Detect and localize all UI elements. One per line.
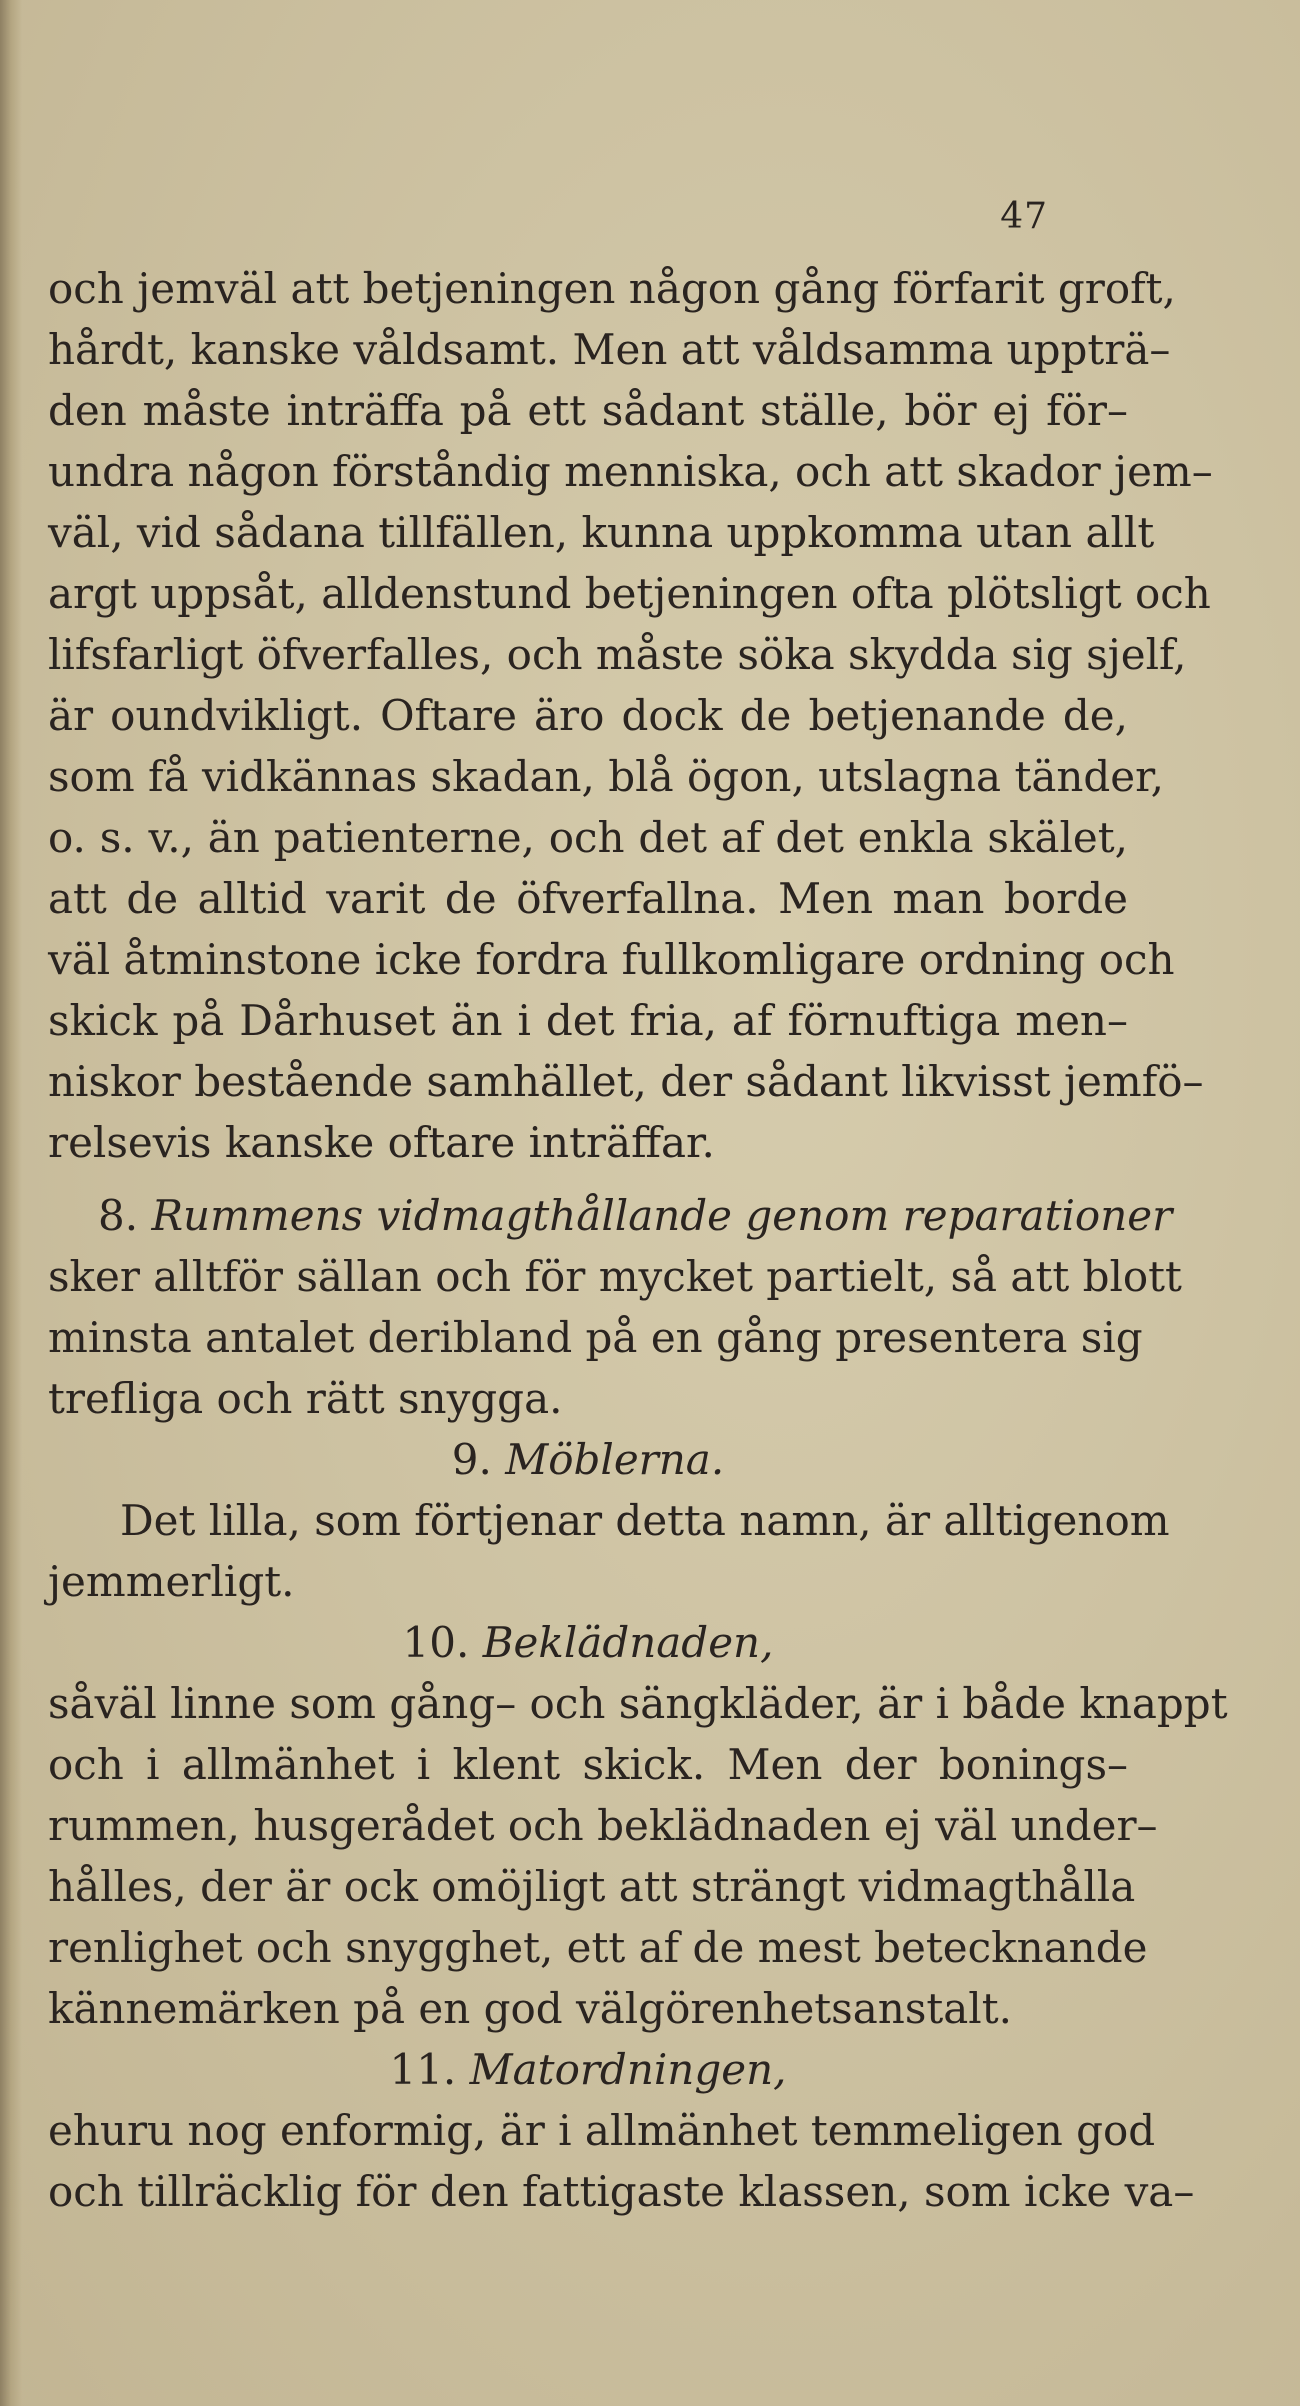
section-11-number: 11. [389, 2045, 457, 2094]
text-line: minsta antalet deribland på en gång presentera sig [48, 1313, 1143, 1362]
text-line: hålles, der är ock omöjligt att strängt vidmagthålla [48, 1862, 1136, 1911]
section-10-title: Beklädnaden, [482, 1618, 774, 1667]
text-line: jemmerligt. [48, 1557, 295, 1606]
text-line: väl åtminstone icke fordra fullkomligare ordning och [48, 935, 1175, 984]
body-text [48, 258, 1228, 2222]
text-line: argt uppsåt, alldenstund betjeningen ofta plötsligt och [48, 569, 1211, 618]
page-number: 47 [1000, 196, 1048, 237]
section-gap [48, 1173, 1128, 1185]
section-8-heading [48, 1185, 1173, 1246]
section-9-heading [48, 1429, 1128, 1490]
text-line: rummen, husgerådet och beklädnaden ej väl under– [48, 1801, 1158, 1850]
section-11-heading [48, 2039, 1128, 2100]
text-line: relsevis kanske oftare inträffar. [48, 1118, 715, 1167]
text-line: som få vidkännas skadan, blå ögon, utslagna tänder, [48, 752, 1164, 801]
text-line: skick på Dårhuset än i det fria, af förnuftiga men– [48, 996, 1128, 1045]
section-10-heading [48, 1612, 1128, 1673]
section-8-number: 8. [98, 1191, 139, 1240]
text-line: kännemärken på en god välgörenhetsanstalt. [48, 1984, 1012, 2033]
section-9-number: 9. [451, 1435, 492, 1484]
text-line: och jemväl att betjeningen någon gång förfarit groft, [48, 264, 1176, 313]
text-line: att de alltid varit de öfverfallna. Men man borde [48, 874, 1128, 923]
section-10-number: 10. [402, 1618, 470, 1667]
section-9-title: Möblerna. [505, 1435, 725, 1484]
text-line: undra någon förståndig menniska, och att skador jem– [48, 447, 1213, 496]
text-line: renlighet och snygghet, ett af de mest betecknande [48, 1923, 1148, 1972]
text-line: Det lilla, som förtjenar detta namn, är alltigenom [120, 1496, 1170, 1545]
text-line: såväl linne som gång– och sängkläder, är i både knappt [48, 1679, 1228, 1728]
text-line: sker alltför sällan och för mycket partielt, så att blott [48, 1252, 1182, 1301]
text-line: och tillräcklig för den fattigaste klassen, som icke va– [48, 2167, 1195, 2216]
text-line: väl, vid sådana tillfällen, kunna uppkomma utan allt [48, 508, 1155, 557]
text-line: niskor bestående samhället, der sådant likvisst jemfö– [48, 1057, 1204, 1106]
section-11-title: Matordningen, [469, 2045, 787, 2094]
text-line: trefliga och rätt snygga. [48, 1374, 563, 1423]
text-line: ehuru nog enformig, är i allmänhet temmeligen god [48, 2106, 1156, 2155]
text-line: lifsfarligt öfverfalles, och måste söka skydda sig sjelf, [48, 630, 1187, 679]
text-line: hårdt, kanske våldsamt. Men att våldsamma uppträ– [48, 325, 1171, 374]
text-line: och i allmänhet i klent skick. Men der bonings– [48, 1740, 1128, 1789]
text-line: den måste inträffa på ett sådant ställe, bör ej för– [48, 386, 1128, 435]
text-line: o. s. v., än patienterne, och det af det enkla skälet, [48, 813, 1128, 862]
text-line: är oundvikligt. Oftare äro dock de betjenande de, [48, 691, 1128, 740]
section-8-title: Rummens vidmagthållande genom reparationer [151, 1191, 1173, 1240]
binding-shadow [0, 0, 22, 2406]
